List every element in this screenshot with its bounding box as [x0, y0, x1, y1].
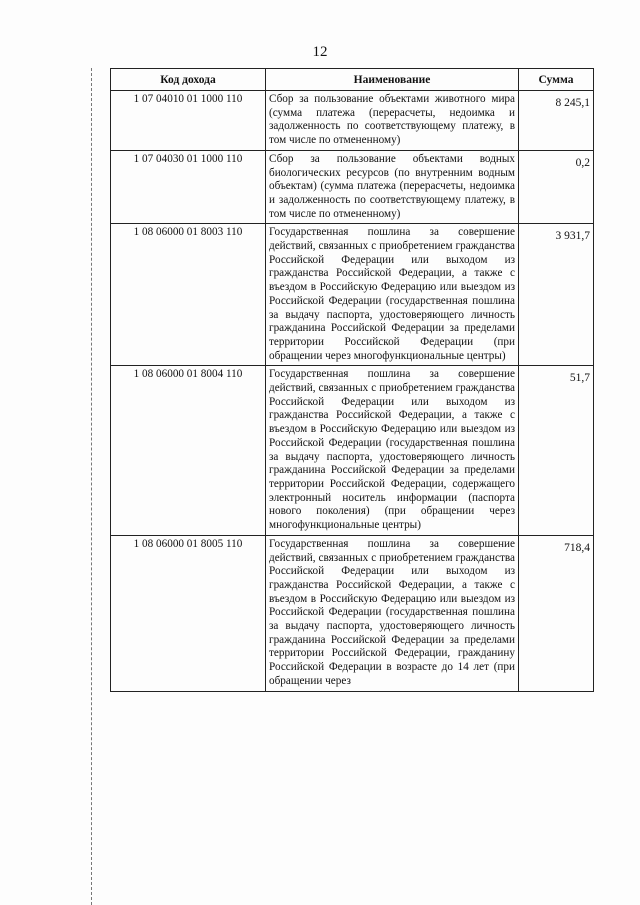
income-name: Государственная пошлина за совершение действий, связанных с приобретением гражданства Российской Федерации или выходом из гражданства Российской Федерации, а также с въездом в Российскую Федерацию или выездом из Российской Федерации (государственная пошлина за выдачу паспорта, удостоверяющего личность гражданина Российской Федерации за пределами территории Российской Федерации, гражданину Российской Федерации в возрасте до 14 лет (при обращении через — [266, 535, 519, 691]
income-name: Сбор за пользование объектами животного мира (сумма платежа (перерасчеты, недоимка и задолженность по соответствующему платежу, в том числе по отмененному) — [266, 91, 519, 151]
income-code: 1 08 06000 01 8005 110 — [111, 535, 266, 691]
income-code: 1 07 04010 01 1000 110 — [111, 91, 266, 151]
header-code: Код дохода — [111, 69, 266, 91]
income-code: 1 08 06000 01 8003 110 — [111, 224, 266, 366]
income-sum: 8 245,1 — [519, 91, 594, 151]
table-row — [111, 366, 594, 535]
header-name: Наименование — [266, 69, 519, 91]
income-name: Сбор за пользование объектами водных биологических ресурсов (по внутренним водным объектам) (сумма платежа (перерасчеты, недоимка и задолженность по соответствующему платежу, в том числе по отмененному) — [266, 150, 519, 224]
income-sum: 51,7 — [519, 366, 594, 535]
income-name: Государственная пошлина за совершение действий, связанных с приобретением гражданства Российской Федерации или выходом из гражданства Российской Федерации, а также с въездом в Российскую Федерацию или выездом из Российской Федерации (государственная пошлина за выдачу паспорта, удостоверяющего личность гражданина Российской Федерации за пределами территории Российской Федерации, содержащего электронный носитель информации (паспорта нового поколения) (при обращении через многофункциональные центры) — [266, 366, 519, 535]
income-code: 1 07 04030 01 1000 110 — [111, 150, 266, 224]
header-sum: Сумма — [519, 69, 594, 91]
income-sum: 718,4 — [519, 535, 594, 691]
income-table — [110, 68, 594, 692]
margin-line — [91, 68, 92, 905]
page-number: 12 — [312, 44, 328, 60]
income-sum: 3 931,7 — [519, 224, 594, 366]
table-header-row — [111, 69, 594, 91]
table-row — [111, 91, 594, 151]
income-code: 1 08 06000 01 8004 110 — [111, 366, 266, 535]
table-row — [111, 150, 594, 224]
income-sum: 0,2 — [519, 150, 594, 224]
table-row — [111, 224, 594, 366]
income-name: Государственная пошлина за совершение действий, связанных с приобретением гражданства Российской Федерации или выходом из гражданства Российской Федерации, а также с въездом в Российскую Федерацию или выездом из Российской Федерации (государственная пошлина за выдачу паспорта, удостоверяющего личность гражданина Российской Федерации за пределами территории Российской Федерации (при обращении через многофункциональные центры) — [266, 224, 519, 366]
table-row — [111, 535, 594, 691]
